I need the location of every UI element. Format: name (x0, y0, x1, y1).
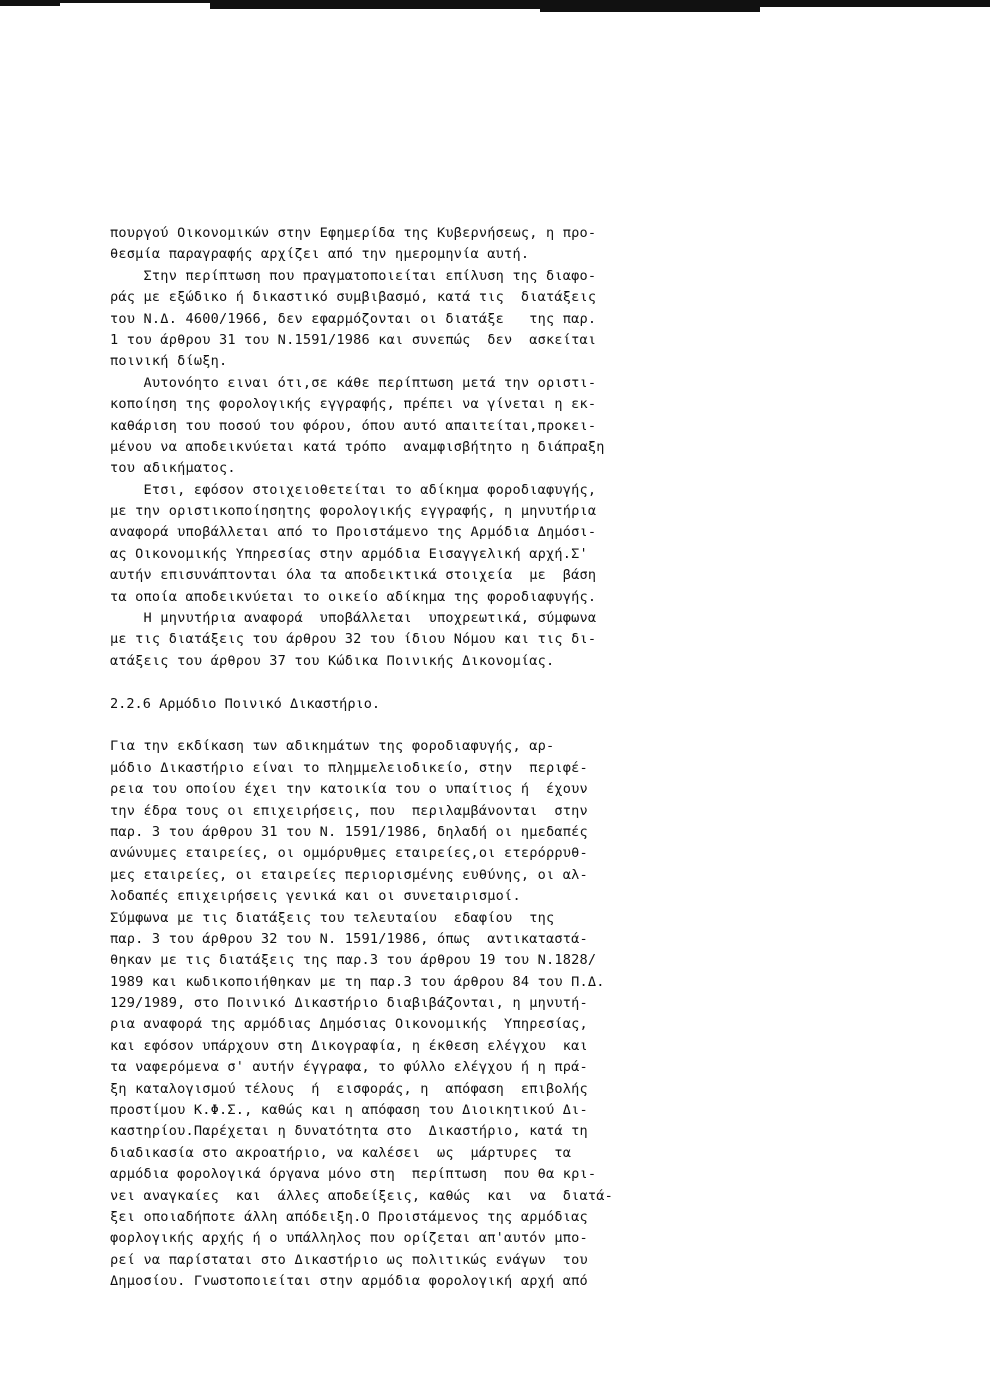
text-line: 1 του άρθρου 31 του Ν.1591/1986 και συνεπώς δεν ασκείται (110, 331, 597, 348)
text-line: αυτήν επισυνάπτονται όλα τα αποδεικτικά στοιχεία με βάση (110, 567, 597, 584)
text-line: θεσμία παραγραφής αρχίζει από την ημερομηνία αυτή. (110, 246, 530, 263)
text-line: Για την εκδίκαση των αδικημάτων της φοροδιαφυγής, αρ- (110, 738, 555, 755)
text-line: του αδικήματος. (110, 460, 236, 477)
text-line: ρια αναφορά της αρμόδιας Δημόσιας Οικονομικής Υπηρεσίας, (110, 1016, 588, 1033)
text-line: θηκαν με τις διατάξεις της παρ.3 του άρθρου 19 του Ν.1828/ (110, 952, 597, 969)
text-line: Στην περίπτωση που πραγματοποιείται επίλυση της διαφο- (110, 267, 597, 284)
text-line: πουργού Οικονομικών στην Εφημερίδα της Κυβερνήσεως, η προ- (110, 225, 597, 241)
text-line: κοποίηση της φορολογικής εγγραφής, πρέπει να γίνεται η εκ- (110, 396, 597, 413)
text-line: λοδαπές επιχειρήσεις γενικά και οι συνεταιρισμοί. (110, 888, 521, 905)
text-line: 129/1989, στο Ποινικό Δικαστήριο διαβιβάζονται, η μηνυτή- (110, 995, 588, 1012)
text-line: Ετσι, εφόσον στοιχειοθετείται το αδίκημα φοροδιαφυγής, (110, 481, 597, 498)
blank-line (110, 715, 825, 736)
text-line: ανώνυμες εταιρείες, οι ομμόρυθμες εταιρείες,οι ετερόρρυθ- (110, 845, 588, 862)
text-line: τα οποία αποδεικνύεται το οικείο αδίκημα της φοροδιαφυγής. (110, 588, 597, 605)
text-line: 1989 και κωδικοποιήθηκαν με τη παρ.3 του άρθρου 84 του Π.Δ. (110, 973, 605, 990)
blank-line (110, 672, 825, 693)
text-line: ποινική δίωξη. (110, 353, 228, 370)
text-line: μόδιο Δικαστήριο είναι το πλημμελειοδικείο, στην περιφέ- (110, 759, 588, 776)
section-heading: 2.2.6 Αρμόδιο Ποινικό Δικαστήριο. (110, 695, 381, 712)
body-text-before-heading (110, 223, 825, 672)
text-line: ατάξεις του άρθρου 37 του Κώδικα Ποινικής Δικονομίας. (110, 652, 555, 669)
text-line: Δημοσίου. Γνωστοποιείται στην αρμόδια φορολογική αρχή από (110, 1273, 588, 1290)
text-line: Σύμφωνα με τις διατάξεις του τελευταίου εδαφίου της (110, 909, 555, 926)
text-line: νει αναγκαίες και άλλες αποδείξεις, καθώς και να διατά- (110, 1187, 614, 1204)
text-line: με την οριστικοποίησητης φορολογικής εγγραφής, η μηνυτήρια (110, 503, 597, 520)
text-line: του Ν.Δ. 4600/1966, δεν εφαρμόζονται οι διατάξε της παρ. (110, 310, 597, 327)
text-line: ρεια του οποίου έχει την κατοικία του ο υπαίτιος ή έχουν (110, 781, 588, 798)
text-line: αναφορά υποβάλλεται από το Προιστάμενο της Αρμόδια Δημόσι- (110, 524, 597, 541)
text-line: καθάριση του ποσού του φόρου, όπου αυτό απαιτείται,προκει- (110, 417, 597, 434)
text-line: φορλογικής αρχής ή ο υπάλληλος που ορίζεται απ'αυτόν μπο- (110, 1230, 588, 1247)
text-line: μένου να αποδεικνύεται κατά τρόπο αναμφισβήτητο η διάπραξη (110, 438, 605, 455)
text-line: μες εταιρείες, οι εταιρείες περιορισμένης ευθύνης, οι αλ- (110, 866, 588, 883)
text-line: Η μηνυτήρια αναφορά υποβάλλεται υποχρεωτικά, σύμφωνα (110, 610, 597, 627)
text-line: ας Οικονομικής Υπηρεσίας στην αρμόδια Εισαγγελική αρχή.Σ' (110, 545, 588, 562)
text-line: παρ. 3 του άρθρου 31 του Ν. 1591/1986, δηλαδή οι ημεδαπές (110, 823, 588, 840)
text-line: ξει οποιαδήποτε άλλη απόδειξη.Ο Προιστάμενος της αρμόδιας (110, 1208, 588, 1225)
text-line: προστίμου Κ.Φ.Σ., καθώς και η απόφαση του Διοικητικού Δι- (110, 1102, 588, 1119)
text-line: αρμόδια φορολογικά όργανα μόνο στη περίπτωση που θα κρι- (110, 1166, 597, 1183)
document-page (110, 223, 825, 1293)
text-line: Αυτονόητο ειναι ότι,σε κάθε περίπτωση μετά την οριστι- (110, 374, 597, 391)
text-line: ξη καταλογισμού τέλους ή εισφοράς, η απόφαση επιβολής (110, 1080, 588, 1097)
text-line: καστηρίου.Παρέχεται η δυνατότητα στο Δικαστήριο, κατά τη (110, 1123, 588, 1140)
text-line: τα ναφερόμενα σ' αυτήν έγγραφα, το φύλλο ελέγχου ή η πρά- (110, 1059, 588, 1076)
text-line: παρ. 3 του άρθρου 32 του Ν. 1591/1986, όπως αντικαταστά- (110, 930, 588, 947)
scan-top-edge-artifact (0, 0, 990, 14)
text-line: και εφόσον υπάρχουν στη Δικογραφία, η έκθεση ελέγχου και (110, 1037, 588, 1054)
text-line: ράς με εξώδικο ή δικαστικό συμβιβασμό, κατά τις διατάξεις (110, 289, 597, 306)
body-text-after-heading (110, 736, 825, 1292)
text-line: την έδρα τους οι επιχειρήσεις, που περιλαμβάνονται στην (110, 802, 588, 819)
text-line: διαδικασία στο ακροατήριο, να καλέσει ως μάρτυρες τα (110, 1144, 572, 1161)
text-line: ρεί να παρίσταται στο Δικαστήριο ως πολιτικώς ενάγων του (110, 1251, 588, 1268)
text-line: με τις διατάξεις του άρθρου 32 του ίδιου Νόμου και τις δι- (110, 631, 597, 648)
